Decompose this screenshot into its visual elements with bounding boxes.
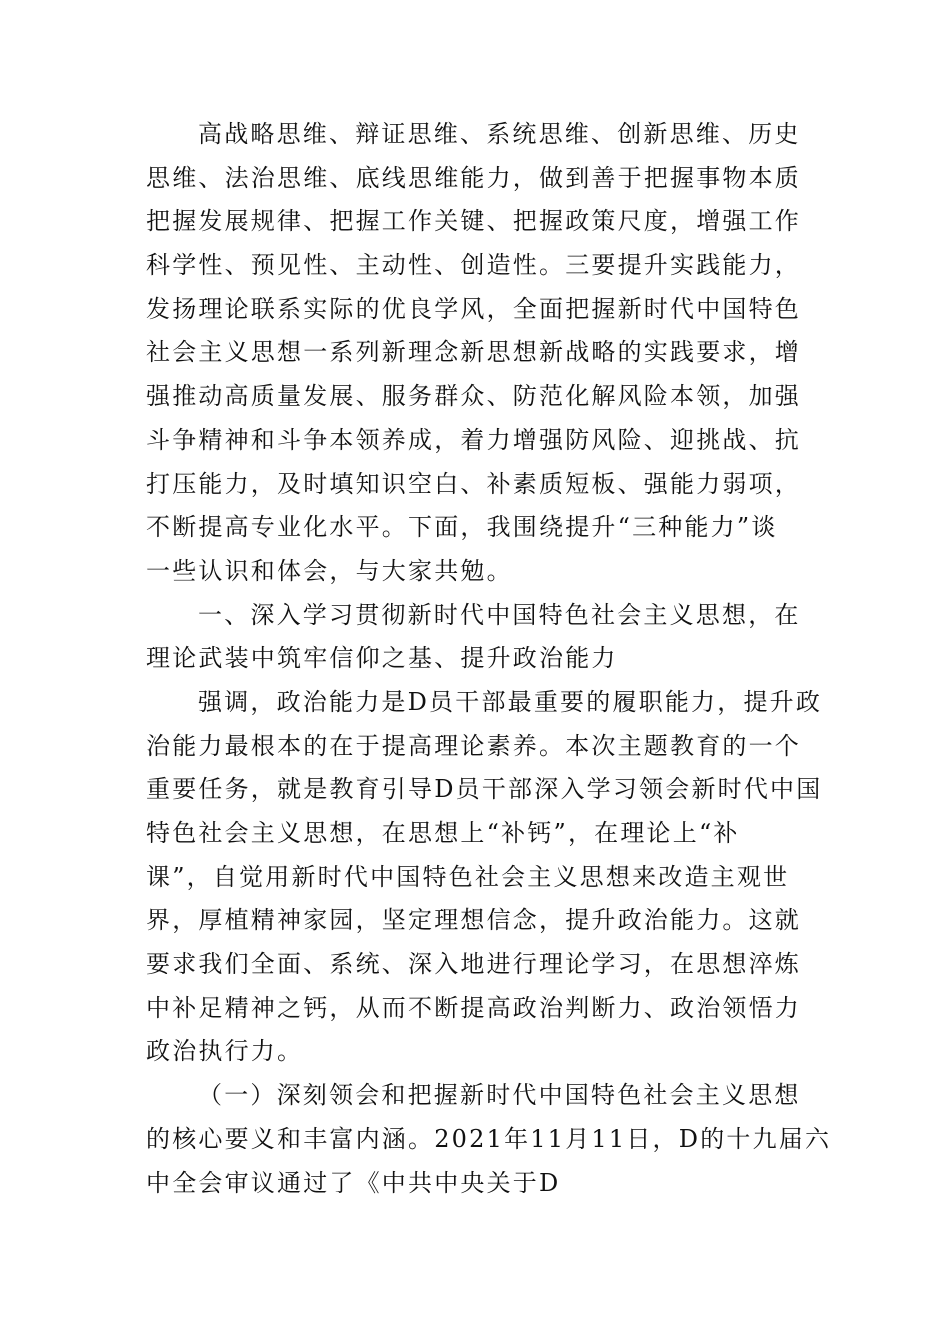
text-line: 打压能力，及时填知识空白、补素质短板、强能力弱项， xyxy=(146,469,801,498)
text-line: 重要任务，就是教育引导D员干部深入学习领会新时代中国 xyxy=(146,775,823,804)
text-line: 要求我们全面、系统、深入地进行理论学习，在思想淬炼 xyxy=(146,950,801,979)
section-heading-line: 理论武装中筑牢信仰之基、提升政治能力 xyxy=(146,644,618,673)
text-line: 特色社会主义思想，在思想上“补钙”，在理论上“补 xyxy=(146,819,740,847)
text-line: 思维、法治思维、底线思维能力，做到善于把握事物本质 xyxy=(146,163,801,192)
text-line: 社会主义思想一系列新理念新思想新战略的实践要求，增 xyxy=(146,338,801,367)
text-line: 强推动高质量发展、服务群众、防范化解风险本领，加强 xyxy=(146,382,801,411)
text-line: 高战略思维、辩证思维、系统思维、创新思维、历史 xyxy=(198,120,801,148)
text-line: 科学性、预见性、主动性、创造性。三要提升实践能力， xyxy=(146,251,801,280)
text-line: 课”，自觉用新时代中国特色社会主义思想来改造主观世 xyxy=(146,862,790,891)
section-heading-line: 一、深入学习贯彻新时代中国特色社会主义思想，在 xyxy=(198,600,801,629)
text-line: 的核心要义和丰富内涵。2021年11月11日，D的十九届六 xyxy=(146,1124,832,1153)
text-line: 把握发展规律、把握工作关键、把握政策尺度，增强工作 xyxy=(146,207,801,236)
text-line: 斗争精神和斗争本领养成，着力增强防风险、迎挑战、抗 xyxy=(146,425,801,454)
text-line: 中补足精神之钙，从而不断提高政治判断力、政治领悟力 xyxy=(146,993,801,1022)
subsection-line: （一）深刻领会和把握新时代中国特色社会主义思想 xyxy=(198,1081,801,1110)
text-line: 强调，政治能力是D员干部最重要的履职能力，提升政 xyxy=(198,687,823,716)
text-line: 发扬理论联系实际的优良学风，全面把握新时代中国特色 xyxy=(146,294,801,323)
text-line: 界，厚植精神家园，坚定理想信念，提升政治能力。这就 xyxy=(146,906,801,935)
text-line: 不断提高专业化水平。下面，我围绕提升“三种能力”谈 xyxy=(146,513,778,542)
document-page xyxy=(146,113,832,1205)
text-line: 中全会审议通过了《中共中央关于D xyxy=(146,1168,561,1197)
text-line: 治能力最根本的在于提高理论素养。本次主题教育的一个 xyxy=(146,731,801,760)
text-line: 一些认识和体会，与大家共勉。 xyxy=(146,556,513,585)
text-line: 政治执行力。 xyxy=(146,1037,304,1066)
